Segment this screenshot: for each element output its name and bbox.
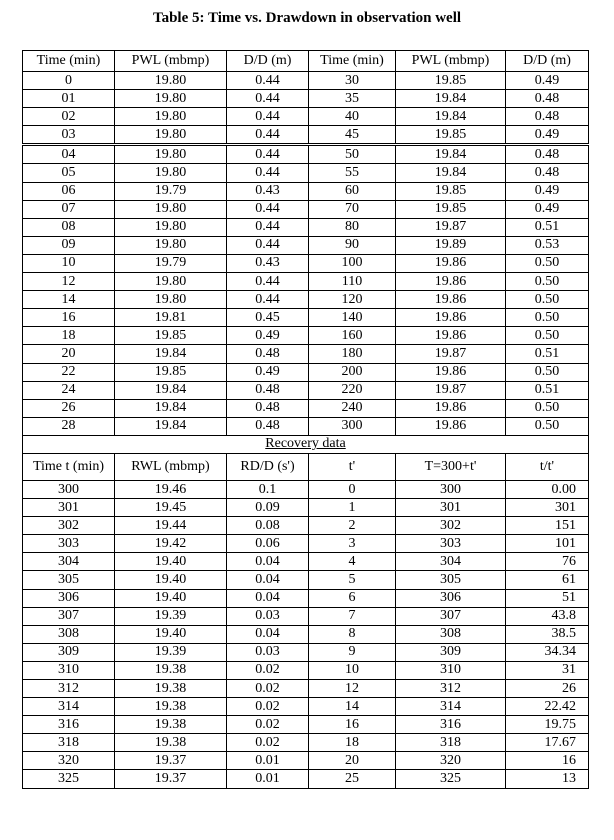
table-cell: 25 xyxy=(309,770,396,788)
column-header: PWL (mbmp) xyxy=(115,51,227,72)
table-cell: 0.03 xyxy=(227,643,309,661)
table-cell: 90 xyxy=(309,236,396,254)
recovery-row xyxy=(23,643,589,661)
table-cell: 0.48 xyxy=(227,417,309,435)
table-cell: 04 xyxy=(23,145,115,164)
table-cell: 300 xyxy=(23,480,115,498)
table-cell: 0.48 xyxy=(506,164,589,182)
table-cell: 140 xyxy=(309,309,396,327)
table-cell: 19.37 xyxy=(115,752,227,770)
table-cell: 18 xyxy=(309,734,396,752)
table-cell: 19.80 xyxy=(115,90,227,108)
drawdown-row xyxy=(23,108,589,126)
table-cell: 306 xyxy=(23,589,115,607)
recovery-row xyxy=(23,517,589,535)
table-cell: 0.44 xyxy=(227,164,309,182)
table-cell: 19.40 xyxy=(115,589,227,607)
table-cell: 305 xyxy=(23,571,115,589)
table-cell: 0.43 xyxy=(227,254,309,272)
table-cell: 0.09 xyxy=(227,499,309,517)
table-cell: 24 xyxy=(23,381,115,399)
table-cell: 307 xyxy=(23,607,115,625)
table-cell: 55 xyxy=(309,164,396,182)
table-cell: 03 xyxy=(23,126,115,145)
column-header: D/D (m) xyxy=(506,51,589,72)
table-cell: 19.39 xyxy=(115,607,227,625)
table-cell: 34.34 xyxy=(506,643,589,661)
table-cell: 0.04 xyxy=(227,625,309,643)
table-cell: 17.67 xyxy=(506,734,589,752)
table-cell: 19.86 xyxy=(396,399,506,417)
table-cell: 19.40 xyxy=(115,625,227,643)
table-cell: 0.45 xyxy=(227,309,309,327)
table-cell: 0.48 xyxy=(506,108,589,126)
table-cell: 110 xyxy=(309,273,396,291)
table-cell: 300 xyxy=(309,417,396,435)
table-cell: 301 xyxy=(396,499,506,517)
table-cell: 19.85 xyxy=(396,200,506,218)
table-cell: 303 xyxy=(396,535,506,553)
table-cell: 0.01 xyxy=(227,752,309,770)
table-cell: 0.08 xyxy=(227,517,309,535)
table-cell: 307 xyxy=(396,607,506,625)
table-cell: 0.02 xyxy=(227,661,309,679)
table-cell: 0.44 xyxy=(227,90,309,108)
table-cell: 28 xyxy=(23,417,115,435)
table-cell: 38.5 xyxy=(506,625,589,643)
table-cell: 1 xyxy=(309,499,396,517)
table-body xyxy=(23,51,589,789)
table-cell: 7 xyxy=(309,607,396,625)
table-cell: 19.85 xyxy=(396,182,506,200)
table-cell: 309 xyxy=(23,643,115,661)
column-header: Time t (min) xyxy=(23,453,115,480)
drawdown-row xyxy=(23,254,589,272)
table-cell: 308 xyxy=(23,625,115,643)
table-cell: 19.80 xyxy=(115,145,227,164)
table-cell: 19.84 xyxy=(396,108,506,126)
table-cell: 0.02 xyxy=(227,680,309,698)
table-cell: 19.85 xyxy=(115,327,227,345)
table-cell: 76 xyxy=(506,553,589,571)
table-cell: 0.50 xyxy=(506,417,589,435)
table-cell: 0.49 xyxy=(227,363,309,381)
table-cell: 301 xyxy=(506,499,589,517)
table-cell: 100 xyxy=(309,254,396,272)
table-cell: 30 xyxy=(309,72,396,90)
table-cell: 19.79 xyxy=(115,182,227,200)
table-cell: 0.04 xyxy=(227,589,309,607)
table-cell: 308 xyxy=(396,625,506,643)
table-title: Table 5: Time vs. Drawdown in observation well xyxy=(152,10,462,26)
table-cell: 160 xyxy=(309,327,396,345)
table-cell: 16 xyxy=(309,716,396,734)
recovery-row xyxy=(23,716,589,734)
table-cell: 51 xyxy=(506,589,589,607)
table-cell: 19.87 xyxy=(396,345,506,363)
table-cell: 0.50 xyxy=(506,291,589,309)
table-cell: 19.40 xyxy=(115,571,227,589)
table-cell: 8 xyxy=(309,625,396,643)
table-cell: 19.80 xyxy=(115,72,227,90)
drawdown-row xyxy=(23,126,589,145)
table-cell: 120 xyxy=(309,291,396,309)
table-cell: 0.50 xyxy=(506,327,589,345)
table-cell: 45 xyxy=(309,126,396,145)
recovery-row xyxy=(23,589,589,607)
table-cell: 19.46 xyxy=(115,480,227,498)
column-header: RWL (mbmp) xyxy=(115,453,227,480)
drawdown-row xyxy=(23,291,589,309)
drawdown-row xyxy=(23,399,589,417)
table-cell: 0.04 xyxy=(227,571,309,589)
recovery-row xyxy=(23,499,589,517)
table-cell: 5 xyxy=(309,571,396,589)
table-cell: 19.38 xyxy=(115,661,227,679)
recovery-row xyxy=(23,480,589,498)
table-cell: 19.86 xyxy=(396,254,506,272)
table-cell: 318 xyxy=(396,734,506,752)
table-cell: 0.44 xyxy=(227,108,309,126)
table-cell: 0.50 xyxy=(506,363,589,381)
table-cell: 304 xyxy=(396,553,506,571)
table-cell: 220 xyxy=(309,381,396,399)
recovery-row xyxy=(23,770,589,788)
table-cell: 19.38 xyxy=(115,680,227,698)
table-cell: 19.86 xyxy=(396,327,506,345)
drawdown-row xyxy=(23,363,589,381)
table-cell: 20 xyxy=(23,345,115,363)
table-cell: 19.87 xyxy=(396,381,506,399)
table-cell: 19.39 xyxy=(115,643,227,661)
table-cell: 10 xyxy=(309,661,396,679)
table-cell: 0.44 xyxy=(227,145,309,164)
table-cell: 19.85 xyxy=(115,363,227,381)
recovery-header-row xyxy=(23,453,589,480)
table-cell: 314 xyxy=(23,698,115,716)
table-cell: 0.53 xyxy=(506,236,589,254)
recovery-row xyxy=(23,553,589,571)
table-cell: 0.02 xyxy=(227,734,309,752)
table-cell: 19.86 xyxy=(396,291,506,309)
drawdown-row xyxy=(23,164,589,182)
table-cell: 19.84 xyxy=(115,399,227,417)
table-cell: 05 xyxy=(23,164,115,182)
table-cell: 0.44 xyxy=(227,236,309,254)
column-header: Time (min) xyxy=(309,51,396,72)
table-cell: 3 xyxy=(309,535,396,553)
drawdown-row xyxy=(23,72,589,90)
table-cell: 19.45 xyxy=(115,499,227,517)
table-cell: 19.84 xyxy=(396,145,506,164)
table-cell: 320 xyxy=(396,752,506,770)
table-cell: 310 xyxy=(23,661,115,679)
table-cell: 316 xyxy=(396,716,506,734)
table-cell: 19.44 xyxy=(115,517,227,535)
table-cell: 43.8 xyxy=(506,607,589,625)
table-cell: 12 xyxy=(23,273,115,291)
table-cell: 0.1 xyxy=(227,480,309,498)
table-cell: 35 xyxy=(309,90,396,108)
table-cell: 0.44 xyxy=(227,273,309,291)
table-cell: 0.02 xyxy=(227,698,309,716)
table-cell: 0.44 xyxy=(227,218,309,236)
table-cell: 19.37 xyxy=(115,770,227,788)
recovery-row xyxy=(23,571,589,589)
table-cell: 0.04 xyxy=(227,553,309,571)
column-header: T=300+t' xyxy=(396,453,506,480)
table-cell: 305 xyxy=(396,571,506,589)
table-cell: 301 xyxy=(23,499,115,517)
drawdown-row xyxy=(23,327,589,345)
table-cell: 240 xyxy=(309,399,396,417)
drawdown-row xyxy=(23,309,589,327)
table-cell: 0.02 xyxy=(227,716,309,734)
table-cell: 0.44 xyxy=(227,126,309,145)
table-cell: 9 xyxy=(309,643,396,661)
table-cell: 19.87 xyxy=(396,218,506,236)
table-cell: 0.03 xyxy=(227,607,309,625)
recovery-label-cell xyxy=(23,435,589,453)
drawdown-header-row xyxy=(23,51,589,72)
table-cell: 01 xyxy=(23,90,115,108)
table-cell: 19.86 xyxy=(396,273,506,291)
table-cell: 0.49 xyxy=(506,200,589,218)
table-cell: 16 xyxy=(506,752,589,770)
table-cell: 19.86 xyxy=(396,417,506,435)
table-cell: 31 xyxy=(506,661,589,679)
column-header: RD/D (s') xyxy=(227,453,309,480)
table-cell: 0.50 xyxy=(506,254,589,272)
table-cell: 303 xyxy=(23,535,115,553)
table-cell: 0.48 xyxy=(506,90,589,108)
table-cell: 19.80 xyxy=(115,273,227,291)
drawdown-row xyxy=(23,145,589,164)
table-cell: 0.49 xyxy=(506,182,589,200)
table-cell: 0.48 xyxy=(227,399,309,417)
recovery-row xyxy=(23,607,589,625)
table-cell: 6 xyxy=(309,589,396,607)
table-cell: 0.44 xyxy=(227,72,309,90)
column-header: PWL (mbmp) xyxy=(396,51,506,72)
drawdown-row xyxy=(23,218,589,236)
drawdown-row xyxy=(23,345,589,363)
table-cell: 19.85 xyxy=(396,72,506,90)
table-cell: 19.81 xyxy=(115,309,227,327)
table-cell: 18 xyxy=(23,327,115,345)
table-cell: 19.38 xyxy=(115,734,227,752)
drawdown-row xyxy=(23,200,589,218)
table-cell: 16 xyxy=(23,309,115,327)
table-cell: 19.85 xyxy=(396,126,506,145)
table-cell: 314 xyxy=(396,698,506,716)
table-cell: 0.48 xyxy=(227,381,309,399)
table-cell: 300 xyxy=(396,480,506,498)
table-cell: 26 xyxy=(506,680,589,698)
drawdown-row xyxy=(23,182,589,200)
table-cell: 0.49 xyxy=(506,126,589,145)
table-cell: 19.80 xyxy=(115,108,227,126)
table-cell: 0.44 xyxy=(227,291,309,309)
table-cell: 0.06 xyxy=(227,535,309,553)
table-cell: 19.79 xyxy=(115,254,227,272)
table-cell: 304 xyxy=(23,553,115,571)
table-cell: 60 xyxy=(309,182,396,200)
recovery-row xyxy=(23,698,589,716)
table-cell: 0 xyxy=(23,72,115,90)
column-header: t/t' xyxy=(506,453,589,480)
recovery-row xyxy=(23,734,589,752)
table-cell: 0.50 xyxy=(506,399,589,417)
table-cell: 0.49 xyxy=(227,327,309,345)
table-cell: 40 xyxy=(309,108,396,126)
column-header: t' xyxy=(309,453,396,480)
recovery-row xyxy=(23,752,589,770)
table-cell: 12 xyxy=(309,680,396,698)
table-cell: 309 xyxy=(396,643,506,661)
table-cell: 19.80 xyxy=(115,200,227,218)
table-cell: 0.01 xyxy=(227,770,309,788)
table-cell: 0.00 xyxy=(506,480,589,498)
table-cell: 02 xyxy=(23,108,115,126)
table-cell: 0.50 xyxy=(506,309,589,327)
table-cell: 0.43 xyxy=(227,182,309,200)
drawdown-row xyxy=(23,273,589,291)
table-cell: 26 xyxy=(23,399,115,417)
table-cell: 310 xyxy=(396,661,506,679)
table-cell: 70 xyxy=(309,200,396,218)
column-header: D/D (m) xyxy=(227,51,309,72)
table-cell: 22 xyxy=(23,363,115,381)
table-cell: 325 xyxy=(396,770,506,788)
table-cell: 302 xyxy=(23,517,115,535)
table-cell: 19.80 xyxy=(115,236,227,254)
table-cell: 0.51 xyxy=(506,218,589,236)
table-cell: 14 xyxy=(23,291,115,309)
table-cell: 19.80 xyxy=(115,291,227,309)
drawdown-row xyxy=(23,381,589,399)
table-cell: 19.75 xyxy=(506,716,589,734)
table-cell: 325 xyxy=(23,770,115,788)
table-cell: 19.38 xyxy=(115,716,227,734)
table-cell: 0.51 xyxy=(506,381,589,399)
drawdown-row xyxy=(23,90,589,108)
table-cell: 09 xyxy=(23,236,115,254)
table-cell: 19.42 xyxy=(115,535,227,553)
table-cell: 07 xyxy=(23,200,115,218)
table-cell: 312 xyxy=(23,680,115,698)
table-cell: 19.84 xyxy=(396,90,506,108)
table-cell: 19.84 xyxy=(115,345,227,363)
drawdown-row xyxy=(23,417,589,435)
table-cell: 0 xyxy=(309,480,396,498)
table-cell: 19.84 xyxy=(396,164,506,182)
table-cell: 50 xyxy=(309,145,396,164)
table-cell: 80 xyxy=(309,218,396,236)
table-cell: 101 xyxy=(506,535,589,553)
table-cell: 302 xyxy=(396,517,506,535)
table-cell: 0.51 xyxy=(506,345,589,363)
table-cell: 20 xyxy=(309,752,396,770)
table-cell: 19.84 xyxy=(115,417,227,435)
table-cell: 306 xyxy=(396,589,506,607)
table-cell: 19.40 xyxy=(115,553,227,571)
table-cell: 61 xyxy=(506,571,589,589)
table-cell: 19.84 xyxy=(115,381,227,399)
table-cell: 19.80 xyxy=(115,126,227,145)
table-cell: 08 xyxy=(23,218,115,236)
table-cell: 318 xyxy=(23,734,115,752)
table-cell: 180 xyxy=(309,345,396,363)
table-cell: 10 xyxy=(23,254,115,272)
table-cell: 4 xyxy=(309,553,396,571)
table-cell: 0.44 xyxy=(227,200,309,218)
table-cell: 19.86 xyxy=(396,363,506,381)
drawdown-row xyxy=(23,236,589,254)
table-cell: 312 xyxy=(396,680,506,698)
table-cell: 22.42 xyxy=(506,698,589,716)
table-cell: 320 xyxy=(23,752,115,770)
recovery-label: Recovery data xyxy=(265,436,346,452)
drawdown-table xyxy=(22,50,589,789)
table-cell: 19.80 xyxy=(115,218,227,236)
table-cell: 0.50 xyxy=(506,273,589,291)
table-cell: 13 xyxy=(506,770,589,788)
table-cell: 200 xyxy=(309,363,396,381)
table-cell: 19.89 xyxy=(396,236,506,254)
table-cell: 0.49 xyxy=(506,72,589,90)
table-cell: 19.86 xyxy=(396,309,506,327)
table-cell: 316 xyxy=(23,716,115,734)
table-cell: 0.48 xyxy=(227,345,309,363)
recovery-label-row xyxy=(23,435,589,453)
table-cell: 19.80 xyxy=(115,164,227,182)
column-header: Time (min) xyxy=(23,51,115,72)
recovery-row xyxy=(23,661,589,679)
table-cell: 19.38 xyxy=(115,698,227,716)
table-cell: 2 xyxy=(309,517,396,535)
table-cell: 14 xyxy=(309,698,396,716)
table-cell: 06 xyxy=(23,182,115,200)
recovery-row xyxy=(23,625,589,643)
recovery-row xyxy=(23,680,589,698)
table-cell: 0.48 xyxy=(506,145,589,164)
table-cell: 151 xyxy=(506,517,589,535)
recovery-row xyxy=(23,535,589,553)
